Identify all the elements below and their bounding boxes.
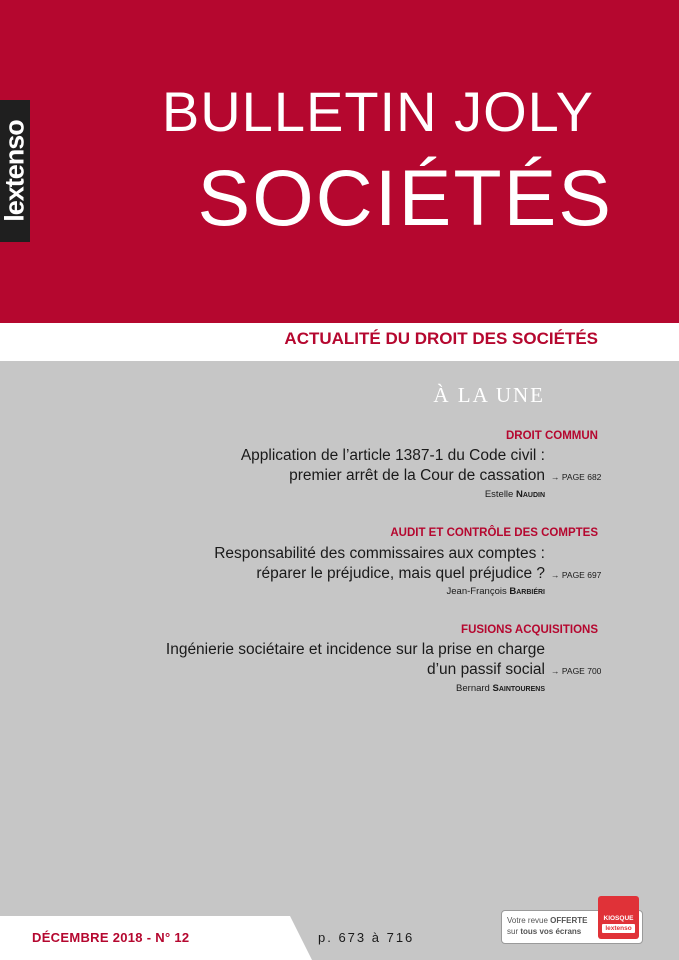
- page-range: p. 673 à 716: [318, 930, 415, 945]
- article-title-line1: Ingénierie sociétaire et incidence sur la prise en charge: [165, 641, 545, 658]
- article-rubric: FUSIONS ACQUISITIONS: [461, 624, 598, 636]
- kiosque-line2: sur tous vos écrans: [507, 927, 582, 936]
- feature-heading: À LA UNE: [433, 383, 545, 407]
- article-page-ref: → PAGE 697: [551, 570, 602, 580]
- issue-label: DÉCEMBRE 2018 - N° 12: [32, 930, 190, 945]
- journal-subtitle: ACTUALITÉ DU DROIT DES SOCIÉTÉS: [284, 329, 598, 348]
- article-title-line1: Responsabilité des commissaires aux comptes :: [214, 545, 545, 562]
- masthead-title-line2: SOCIÉTÉS: [197, 153, 613, 242]
- masthead-title-line1: BULLETIN JOLY: [161, 80, 594, 143]
- article-title-line2: d’un passif social: [426, 661, 545, 678]
- kiosque-badge-label: KIOSQUE: [603, 915, 634, 922]
- article-title-line2: réparer le préjudice, mais quel préjudice ?: [256, 565, 545, 582]
- article-title-line2: premier arrêt de la Cour de cassation: [289, 467, 545, 484]
- article-rubric: AUDIT ET CONTRÔLE DES COMPTES: [390, 527, 598, 539]
- article-author: Bernard Saintourens: [456, 683, 545, 694]
- publisher-logo: lextenso: [0, 120, 30, 222]
- article-author: Estelle Naudin: [484, 489, 545, 500]
- kiosque-line1: Votre revue OFFERTE: [507, 916, 588, 925]
- article-page-ref: → PAGE 700: [551, 666, 602, 676]
- article-title-line1: Application de l’article 1387-1 du Code civil :: [240, 447, 545, 464]
- article-page-ref: → PAGE 682: [551, 472, 602, 482]
- kiosque-badge-brand: lextenso: [602, 924, 635, 933]
- article-author: Jean-François Barbiéri: [446, 586, 545, 597]
- article-rubric: DROIT COMMUN: [506, 430, 598, 442]
